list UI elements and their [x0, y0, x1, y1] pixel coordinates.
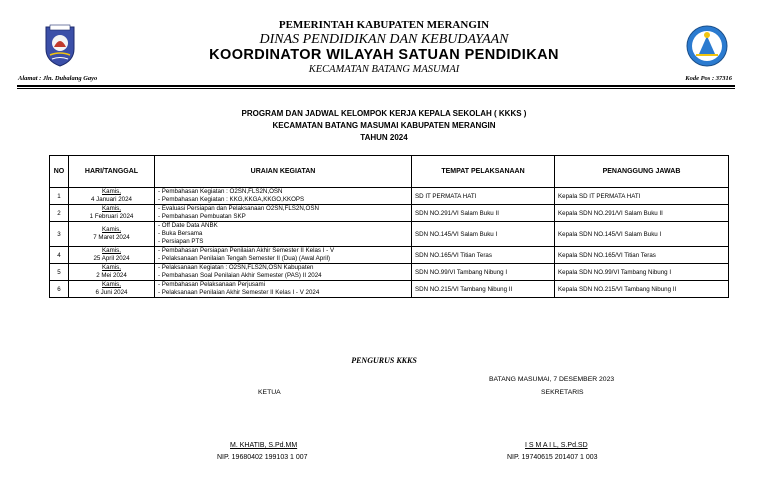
cell-responsible: Kepala SDN NO.99/VI Tambang Nibung I: [555, 264, 729, 281]
cell-activities: [155, 188, 412, 205]
signature-name-secretary: I S M A I L, S.Pd.SD: [525, 442, 588, 449]
table-row: [50, 205, 729, 222]
table-row: [50, 247, 729, 264]
document-title-line2: KECAMATAN BATANG MASUMAI KABUPATEN MERANGIN: [272, 121, 496, 130]
activity-item: - Pembahasan Kegiatan : KKG,KKGA,KKGO,KKOPS: [158, 196, 305, 203]
header-responsible: PENANGGUNG JAWAB: [555, 156, 729, 188]
activity-item: - Buka Bersama: [158, 230, 203, 237]
cell-place: SDN NO.145/VI Salam Buku I: [412, 222, 555, 247]
signature-name-chair: M. KHATIB, S.Pd.MM: [230, 442, 298, 449]
cell-day-date: [69, 264, 155, 281]
letterhead-line-coordinator: KOORDINATOR WILAYAH SATUAN PENDIDIKAN: [209, 47, 559, 63]
header-day-date: HARI/TANGGAL: [69, 156, 155, 188]
cell-day-date: [69, 205, 155, 222]
letterhead-divider-thick: [17, 85, 735, 87]
cell-day: Kamis,: [102, 205, 121, 212]
cell-place: SDN NO.291/VI Salam Buku II: [412, 205, 555, 222]
activity-item: - Pelaksanaan Penilaian Tengah Semester II (Dua) (Awal April): [158, 255, 331, 262]
table-header-row: [50, 156, 729, 188]
document-title-line1: PROGRAM DAN JADWAL KELOMPOK KERJA KEPALA SEKOLAH ( KKKS ): [241, 109, 527, 118]
cell-day-date: [69, 247, 155, 264]
cell-activities: [155, 205, 412, 222]
header-no: NO: [50, 156, 69, 188]
cell-day-date: [69, 222, 155, 247]
cell-no: 2: [50, 205, 69, 222]
table-row: [50, 222, 729, 247]
cell-responsible: Kepala SD IT PERMATA HATI: [555, 188, 729, 205]
activity-item: - Pembahasan Pelaksanaan Perjusami: [158, 281, 265, 288]
cell-responsible: Kepala SDN NO.165/VI Titian Teras: [555, 247, 729, 264]
activity-item: - Pembahasan Pembuatan SKP: [158, 213, 246, 220]
cell-day: Kamis,: [102, 264, 121, 271]
cell-date: 2 Mei 2024: [96, 272, 127, 279]
cell-place: SDN NO.215/VI Tambang Nibung II: [412, 281, 555, 298]
cell-no: 6: [50, 281, 69, 298]
activity-item: - Persiapan PTS: [158, 238, 204, 245]
cell-date: 7 Maret 2024: [93, 234, 130, 241]
cell-activities: [155, 264, 412, 281]
activity-item: - Pembahasan Kegiatan : O2SN,FLS2N,OSN: [158, 188, 283, 195]
activity-item: - Pelaksanaan Kegiatan : O2SN,FLS2N,OSN Kabupaten: [158, 264, 314, 271]
activity-item: - Pembahasan Persiapan Penilaian Akhir Semester II Kelas I - V: [158, 247, 335, 254]
table-row: [50, 264, 729, 281]
letterhead-divider-thin: [17, 88, 735, 89]
signature-nip-secretary: NIP. 19740615 201407 1 003: [507, 454, 598, 461]
cell-place: SDN NO.99/VI Tambang Nibung I: [412, 264, 555, 281]
cell-no: 5: [50, 264, 69, 281]
header-place: TEMPAT PELAKSANAAN: [412, 156, 555, 188]
activity-item: - Evaluasi Persiapan dan Pelaksanaan O2SN,FLS2N,OSN: [158, 205, 319, 212]
schedule-table: [49, 155, 729, 298]
signature-role-chair: KETUA: [258, 389, 281, 396]
cell-day: Kamis,: [102, 188, 121, 195]
cell-no: 4: [50, 247, 69, 264]
header-activities: URAIAN KEGIATAN: [155, 156, 412, 188]
cell-date: 1 Februari 2024: [89, 213, 134, 220]
cell-date: 25 April 2024: [93, 255, 130, 262]
cell-day-date: [69, 188, 155, 205]
cell-day: Kamis,: [102, 247, 121, 254]
cell-date: 6 Juni 2024: [95, 289, 128, 296]
cell-day-date: [69, 281, 155, 298]
cell-responsible: Kepala SDN NO.291/VI Salam Buku II: [555, 205, 729, 222]
cell-no: 3: [50, 222, 69, 247]
cell-date: 4 Januari 2024: [91, 196, 132, 203]
letterhead-address: Alamat : Jln. Dubalang Gayo: [18, 75, 98, 82]
table-row: [50, 281, 729, 298]
letterhead-line-district: KECAMATAN BATANG MASUMAI: [308, 64, 460, 75]
cell-responsible: Kepala SDN NO.215/VI Tambang Nibung II: [555, 281, 729, 298]
letterhead-line-government: PEMERINTAH KABUPATEN MERANGIN: [278, 19, 490, 31]
cell-no: 1: [50, 188, 69, 205]
signature-place-date: BATANG MASUMAI, 7 DESEMBER 2023: [489, 376, 615, 383]
cell-day: Kamis,: [102, 226, 121, 233]
letterhead-line-department: DINAS PENDIDIKAN DAN KEBUDAYAAN: [259, 32, 509, 47]
cell-place: SD IT PERMATA HATI: [412, 188, 555, 205]
cell-activities: [155, 247, 412, 264]
signature-role-secretary: SEKRETARIS: [541, 389, 584, 396]
activity-item: - Off Date Data ANBK: [158, 222, 218, 229]
letterhead-postal-code: Kode Pos : 37316: [685, 75, 732, 82]
document-title-line3: TAHUN 2024: [360, 133, 408, 142]
cell-responsible: Kepala SDN NO.145/VI Salam Buku I: [555, 222, 729, 247]
cell-activities: [155, 281, 412, 298]
table-row: [50, 188, 729, 205]
activity-item: - Pelaksanaan Penilaian Akhir Semester II Kelas I - V 2024: [158, 289, 320, 296]
cell-activities: [155, 222, 412, 247]
cell-place: SDN NO.165/VI Titian Teras: [412, 247, 555, 264]
cell-day: Kamis,: [102, 281, 121, 288]
committee-heading: PENGURUS KKKS: [351, 356, 417, 365]
signature-nip-chair: NIP. 19680402 199103 1 007: [217, 454, 308, 461]
activity-item: - Pembahasan Soal Penilaian Akhir Semester (PAS) II 2024: [158, 272, 322, 279]
